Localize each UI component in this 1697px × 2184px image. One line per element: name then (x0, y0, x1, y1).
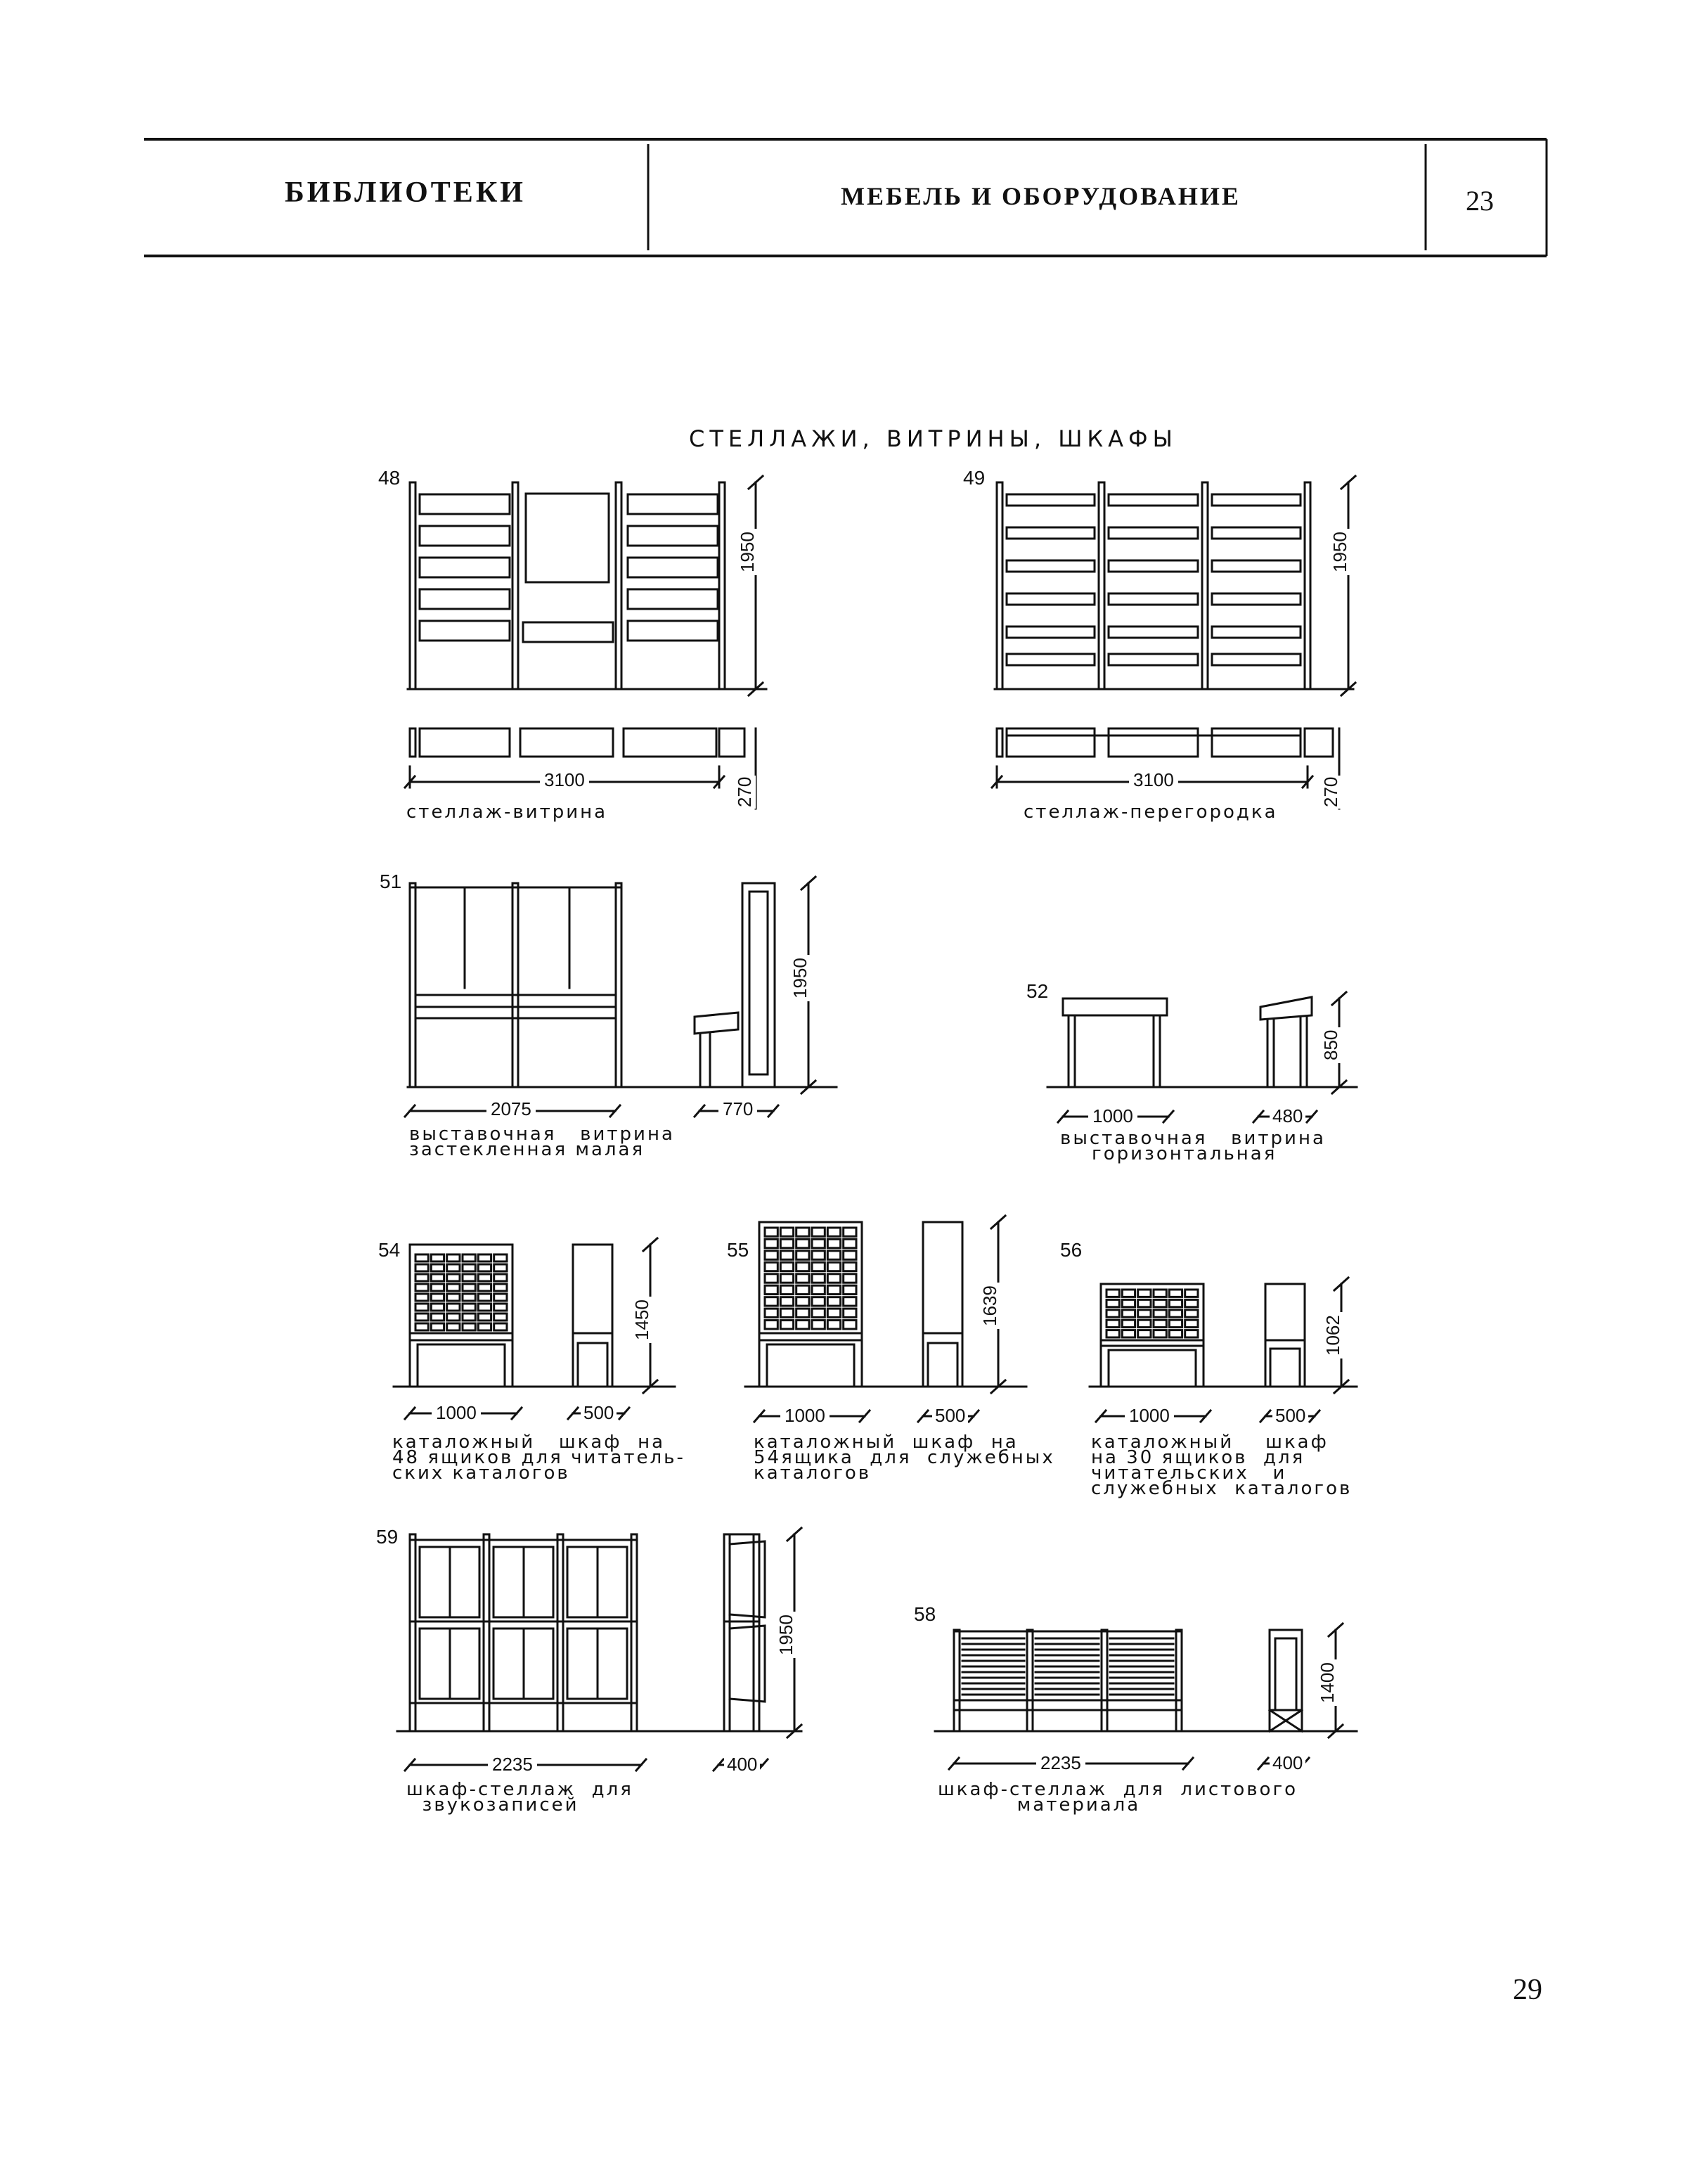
catalog-drawer (478, 1254, 491, 1261)
catalog-drawer (1122, 1290, 1135, 1297)
fig51-height-dim: 1950 (789, 955, 811, 1001)
catalog-drawer (415, 1313, 428, 1321)
catalog-drawer (844, 1228, 856, 1236)
fig49-number: 49 (963, 467, 986, 489)
catalog-drawer (447, 1274, 460, 1281)
catalog-drawer (1185, 1299, 1198, 1306)
fig48-elevation (408, 476, 766, 695)
catalog-drawer (447, 1323, 460, 1330)
fig59-caption: шкаф-стеллаж для звукозаписей (406, 1779, 633, 1816)
catalog-drawer (827, 1228, 840, 1236)
catalog-drawer (1122, 1330, 1135, 1337)
catalog-drawer (1106, 1299, 1119, 1306)
fig55-number: 55 (727, 1239, 749, 1261)
fig52-height-dim: 850 (1320, 1027, 1342, 1063)
fig49-width-dim: 3100 (1129, 769, 1178, 791)
catalog-drawer (415, 1323, 428, 1330)
catalog-drawer (494, 1304, 507, 1311)
page-number: 29 (1513, 1974, 1542, 2006)
fig51-elevation (405, 877, 837, 1117)
catalog-drawer (463, 1284, 475, 1291)
fig48-caption: стеллаж-витрина (406, 802, 608, 823)
catalog-drawer (463, 1304, 475, 1311)
catalog-drawer (463, 1274, 475, 1281)
catalog-drawer (780, 1274, 793, 1283)
fig55-height-dim: 1639 (979, 1283, 1001, 1329)
catalog-drawer (827, 1239, 840, 1247)
catalog-drawer (431, 1323, 444, 1330)
catalog-drawer (1154, 1320, 1166, 1327)
catalog-drawer (415, 1264, 428, 1271)
catalog-drawer (827, 1262, 840, 1271)
catalog-drawer (796, 1239, 809, 1247)
catalog-drawer (415, 1294, 428, 1301)
fig55-depth-dim: 500 (932, 1405, 968, 1427)
catalog-drawer (478, 1323, 491, 1330)
catalog-drawer (780, 1285, 793, 1294)
catalog-drawer (796, 1228, 809, 1236)
catalog-drawer (1106, 1330, 1119, 1337)
catalog-drawer (812, 1321, 825, 1329)
fig58-height-dim: 1400 (1317, 1659, 1338, 1706)
catalog-drawer (796, 1285, 809, 1294)
catalog-drawer (478, 1294, 491, 1301)
catalog-drawer (827, 1321, 840, 1329)
fig52-width-dim: 1000 (1088, 1105, 1137, 1127)
catalog-drawer (431, 1313, 444, 1321)
catalog-drawer (478, 1274, 491, 1281)
fig49-plan (992, 728, 1339, 809)
catalog-drawer (844, 1262, 856, 1271)
catalog-drawer (812, 1262, 825, 1271)
catalog-drawer (1106, 1310, 1119, 1317)
catalog-drawer (431, 1274, 444, 1281)
catalog-drawer (780, 1309, 793, 1317)
catalog-drawer (415, 1304, 428, 1311)
catalog-drawer (478, 1313, 491, 1321)
catalog-drawer (844, 1297, 856, 1306)
catalog-drawer (796, 1321, 809, 1329)
fig51-number: 51 (380, 871, 402, 892)
fig56-number: 56 (1060, 1239, 1083, 1261)
catalog-drawer (463, 1323, 475, 1330)
fig48-height-dim: 1950 (737, 529, 759, 575)
catalog-drawer (765, 1228, 777, 1236)
fig54-caption: каталожный шкаф на 48 ящиков для читатель- ских каталогов (392, 1432, 685, 1484)
catalog-drawer (494, 1254, 507, 1261)
catalog-drawer (844, 1309, 856, 1317)
catalog-drawer (463, 1294, 475, 1301)
catalog-drawer (765, 1239, 777, 1247)
fig59-elevation (397, 1528, 801, 1771)
catalog-drawer (844, 1285, 856, 1294)
catalog-drawer (844, 1239, 856, 1247)
catalog-drawer (478, 1284, 491, 1291)
catalog-drawer (494, 1323, 507, 1330)
fig48-depth-dim: 270 (734, 776, 755, 807)
catalog-drawer (1106, 1320, 1119, 1327)
catalog-drawer (827, 1285, 840, 1294)
catalog-drawer (765, 1297, 777, 1306)
catalog-drawer (812, 1228, 825, 1236)
catalog-drawer (415, 1254, 428, 1261)
fig56-caption: каталожный шкаф на 30 ящиков для читательских и служебных каталогов (1091, 1432, 1353, 1499)
catalog-drawer (463, 1264, 475, 1271)
fig54-depth-dim: 500 (581, 1402, 617, 1424)
catalog-drawer (827, 1309, 840, 1317)
catalog-drawer (765, 1274, 777, 1283)
catalog-drawer (1138, 1299, 1151, 1306)
catalog-drawer (1169, 1330, 1182, 1337)
fig59-height-dim: 1950 (775, 1612, 797, 1658)
catalog-drawer (447, 1254, 460, 1261)
catalog-drawer (1169, 1320, 1182, 1327)
fig49-elevation (995, 476, 1355, 695)
catalog-drawer (1154, 1310, 1166, 1317)
catalog-drawer (780, 1262, 793, 1271)
fig48-plan (405, 728, 756, 809)
catalog-drawer (1185, 1320, 1198, 1327)
catalog-drawer (415, 1284, 428, 1291)
catalog-drawer (1138, 1320, 1151, 1327)
catalog-drawer (780, 1239, 793, 1247)
catalog-drawer (812, 1285, 825, 1294)
fig56-depth-dim: 500 (1272, 1405, 1308, 1427)
fig59-width-dim: 2235 (488, 1754, 537, 1775)
catalog-drawer (812, 1297, 825, 1306)
catalog-drawer (780, 1228, 793, 1236)
catalog-drawer (1185, 1330, 1198, 1337)
catalog-drawer (812, 1251, 825, 1259)
fig54-number: 54 (378, 1239, 401, 1261)
catalog-drawer (1169, 1299, 1182, 1306)
fig58-caption: шкаф-стеллаж для листового материала (938, 1779, 1298, 1816)
header-topic: МЕБЕЛЬ И ОБОРУДОВАНИЕ (841, 182, 1241, 210)
catalog-drawer (1138, 1330, 1151, 1337)
section-title: СТЕЛЛАЖИ, ВИТРИНЫ, ШКАФЫ (689, 425, 1177, 452)
fig56-width-dim: 1000 (1125, 1405, 1174, 1427)
fig52-elevation (1047, 992, 1357, 1122)
catalog-drawer (494, 1274, 507, 1281)
catalog-drawer (1138, 1310, 1151, 1317)
fig51-caption: выставочная витрина застекленная малая (409, 1124, 675, 1160)
catalog-drawer (796, 1309, 809, 1317)
catalog-drawer (844, 1321, 856, 1329)
fig58-width-dim: 2235 (1036, 1752, 1085, 1774)
fig59-depth-dim: 400 (724, 1754, 760, 1775)
header-number: 23 (1466, 185, 1494, 217)
catalog-drawer (447, 1313, 460, 1321)
catalog-drawer (463, 1254, 475, 1261)
catalog-drawer (827, 1274, 840, 1283)
catalog-drawer (447, 1284, 460, 1291)
fig48-number: 48 (378, 467, 401, 489)
catalog-drawer (494, 1313, 507, 1321)
fig55-caption: каталожный шкаф на 54ящика для служебных каталогов (754, 1432, 1055, 1484)
catalog-drawer (431, 1264, 444, 1271)
catalog-drawer (1106, 1290, 1119, 1297)
catalog-drawer (765, 1251, 777, 1259)
catalog-drawer (812, 1239, 825, 1247)
catalog-drawer (447, 1294, 460, 1301)
catalog-drawer (415, 1274, 428, 1281)
fig49-height-dim: 1950 (1329, 529, 1351, 575)
catalog-drawer (431, 1254, 444, 1261)
catalog-drawer (1185, 1310, 1198, 1317)
catalog-drawer (431, 1294, 444, 1301)
catalog-drawer (780, 1297, 793, 1306)
catalog-drawer (780, 1251, 793, 1259)
catalog-drawer (765, 1285, 777, 1294)
fig48-width-dim: 3100 (540, 769, 589, 791)
fig51-depth-dim: 770 (718, 1098, 757, 1120)
catalog-drawer (796, 1274, 809, 1283)
catalog-drawer (827, 1297, 840, 1306)
fig52-caption: выставочная витрина горизонтальная (1060, 1128, 1326, 1164)
fig54-width-dim: 1000 (432, 1402, 481, 1424)
catalog-drawer (447, 1264, 460, 1271)
catalog-drawer (812, 1274, 825, 1283)
fig56-elevation (1090, 1278, 1357, 1422)
catalog-drawer (1122, 1310, 1135, 1317)
catalog-drawer (796, 1251, 809, 1259)
catalog-drawer (827, 1251, 840, 1259)
fig58-number: 58 (914, 1603, 936, 1625)
catalog-drawer (1154, 1290, 1166, 1297)
catalog-drawer (844, 1251, 856, 1259)
catalog-drawer (812, 1309, 825, 1317)
catalog-drawer (478, 1264, 491, 1271)
catalog-drawer (494, 1284, 507, 1291)
fig51-width-dim: 2075 (486, 1098, 536, 1120)
catalog-drawer (447, 1304, 460, 1311)
catalog-drawer (1138, 1290, 1151, 1297)
catalog-drawer (765, 1309, 777, 1317)
catalog-drawer (1169, 1310, 1182, 1317)
catalog-drawer (431, 1284, 444, 1291)
catalog-drawer (463, 1313, 475, 1321)
fig54-height-dim: 1450 (631, 1297, 653, 1343)
catalog-drawer (780, 1321, 793, 1329)
fig49-caption: стеллаж-перегородка (1024, 802, 1278, 823)
catalog-drawer (1122, 1299, 1135, 1306)
catalog-drawer (1169, 1290, 1182, 1297)
catalog-drawer (1122, 1320, 1135, 1327)
catalog-drawer (431, 1304, 444, 1311)
fig55-width-dim: 1000 (780, 1405, 830, 1427)
catalog-drawer (494, 1294, 507, 1301)
header-section: БИБЛИОТЕКИ (285, 176, 526, 209)
catalog-drawer (796, 1262, 809, 1271)
fig49-depth-dim: 270 (1320, 776, 1341, 807)
catalog-drawer (765, 1321, 777, 1329)
fig58-depth-dim: 400 (1270, 1752, 1305, 1774)
catalog-drawer (1185, 1290, 1198, 1297)
fig52-number: 52 (1026, 980, 1049, 1002)
catalog-drawer (765, 1262, 777, 1271)
catalog-drawer (1154, 1330, 1166, 1337)
catalog-drawer (1154, 1299, 1166, 1306)
fig59-number: 59 (376, 1526, 399, 1548)
catalog-drawer (796, 1297, 809, 1306)
fig56-height-dim: 1062 (1322, 1312, 1344, 1358)
catalog-drawer (844, 1274, 856, 1283)
catalog-drawer (478, 1304, 491, 1311)
fig58-elevation (935, 1624, 1357, 1769)
catalog-drawer (494, 1264, 507, 1271)
fig52-depth-dim: 480 (1270, 1105, 1305, 1127)
